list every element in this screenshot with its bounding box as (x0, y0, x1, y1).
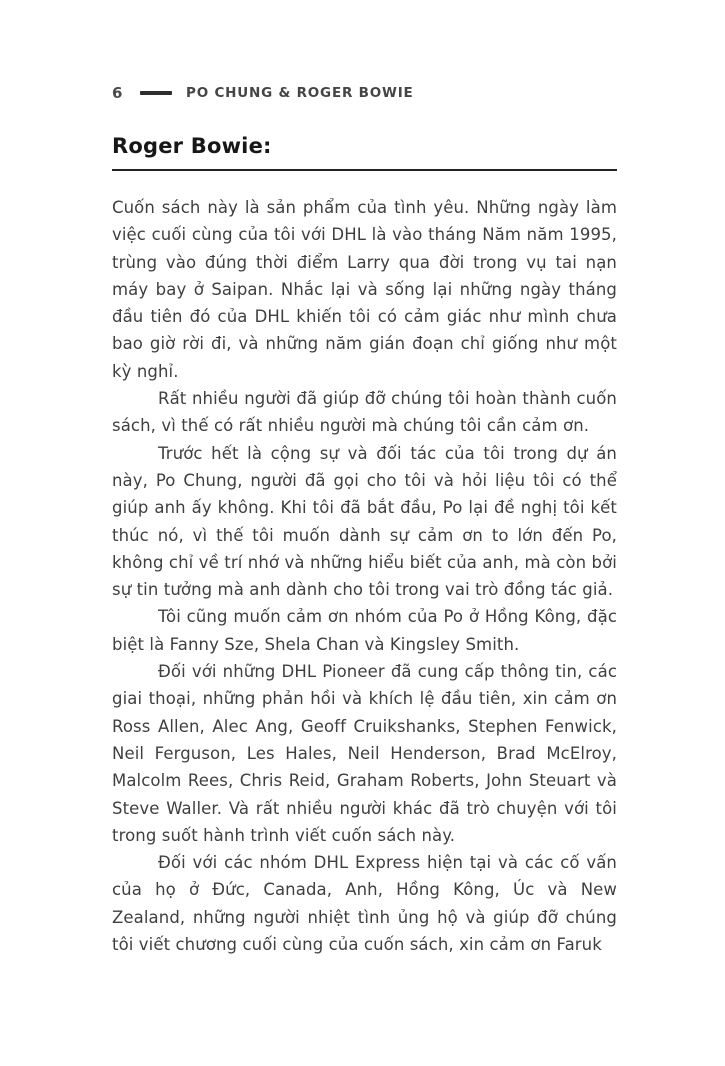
paragraph: Đối với những DHL Pioneer đã cung cấp thông tin, các giai thoại, những phản hồi và khích lệ đầu tiên, xin cảm ơn Ross Allen, Alec Ang, Geoff Cruikshanks, Stephen Fenwick, Neil Ferguson, Les Hales, Neil Henderson, Brad McElroy, Malcolm Rees, Chris Reid, Graham Roberts, John Steuart và Steve Waller. Và rất nhiều người khác đã trò chuyện với tôi trong suốt hành trình viết cuốn sách này. (112, 662, 617, 845)
heading-rule (112, 169, 617, 171)
section-heading: Roger Bowie: (112, 134, 272, 158)
paragraph: Rất nhiều người đã giúp đỡ chúng tôi hoàn thành cuốn sách, vì thế có rất nhiều người mà chúng tôi cần cảm ơn. (112, 389, 617, 436)
running-title: PO CHUNG & ROGER BOWIE (186, 85, 414, 101)
header-dash-rule (140, 91, 172, 95)
paragraph: Cuốn sách này là sản phẩm của tình yêu. Những ngày làm việc cuối cùng của tôi với DHL là vào tháng Năm năm 1995, trùng vào đúng thời điểm Larry qua đời trong vụ tai nạn máy bay ở Saipan. Nhắc lại và sống lại những ngày tháng đầu tiên đó của DHL khiến tôi có cảm giác như mình chưa bao giờ rời đi, và những năm gián đoạn chỉ giống như một kỳ nghỉ. (112, 198, 617, 381)
paragraph: Đối với các nhóm DHL Express hiện tại và các cố vấn của họ ở Đức, Canada, Anh, Hồng Kông, Úc và New Zealand, những người nhiệt tình ủng hộ và giúp đỡ chúng tôi viết chương cuối cùng của cuốn sách, xin cảm ơn Faruk (112, 853, 617, 955)
body-text (112, 194, 617, 958)
paragraph: Trước hết là cộng sự và đối tác của tôi trong dự án này, Po Chung, người đã gọi cho tôi và hỏi liệu tôi có thể giúp anh ấy không. Khi tôi đã bắt đầu, Po lại đề nghị tôi kết thúc nó, vì thế tôi muốn dành sự cảm ơn to lớn đến Po, không chỉ về trí nhớ và những hiểu biết của anh, mà còn bởi sự tin tưởng mà anh dành cho tôi trong vai trò đồng tác giả. (112, 443, 617, 600)
paragraph: Tôi cũng muốn cảm ơn nhóm của Po ở Hồng Kông, đặc biệt là Fanny Sze, Shela Chan và Kingsley Smith. (112, 607, 617, 654)
page-number: 6 (112, 84, 123, 102)
running-header (112, 84, 617, 102)
